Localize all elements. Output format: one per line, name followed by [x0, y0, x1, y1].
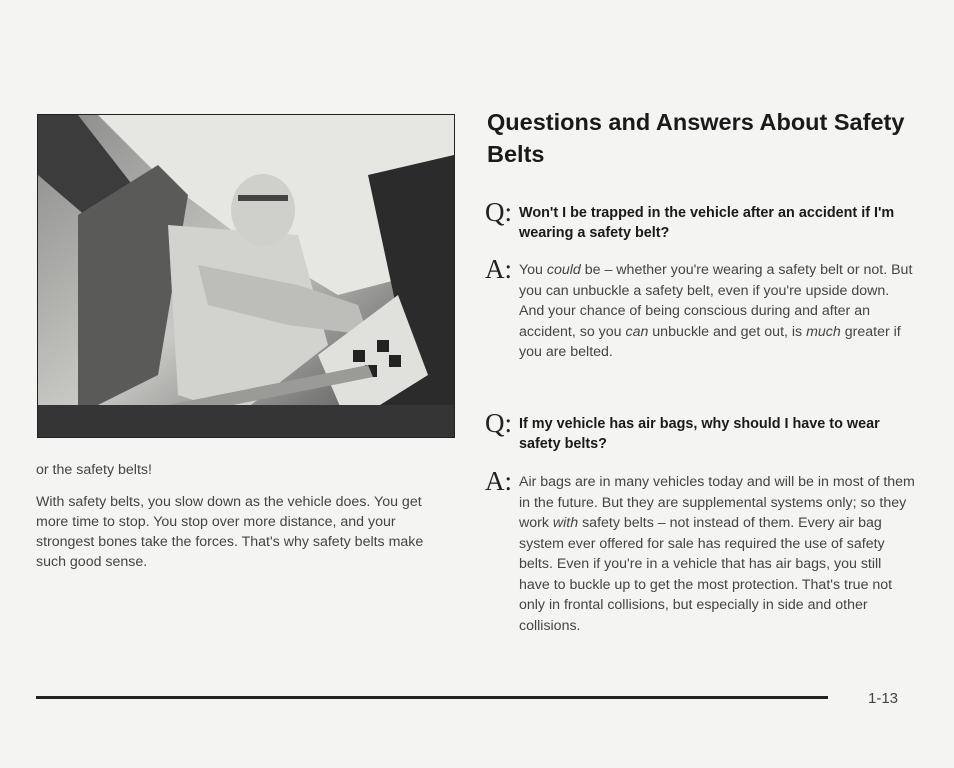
question-mark-label: Q: [485, 408, 512, 438]
answer-mark-label: A: [485, 466, 512, 496]
photo-caption: or the safety belts! [36, 462, 152, 478]
footer-rule [36, 696, 828, 699]
answer-text: Air bags are in many vehicles today and will be in most of them in the future. But they are supplemental systems only; so they work with safety belts – not instead of them. Every air bag system ever offered for sale has required the use of safety belts. Even if you're in a vehicle that has air bags, you still have to buckle up to get the most protection. That's true not only in frontal collisions, but especially in side and other collisions. [519, 474, 915, 634]
question-text: Won't I be trapped in the vehicle after an accident if I'm wearing a safety belt? [519, 205, 895, 241]
crash-test-dummy-illustration [38, 115, 454, 437]
intro-paragraph: With safety belts, you slow down as the vehicle does. You get more time to stop. You stop over more distance, and your strongest bones take the forces. That's why safety belts make such good sense. [36, 494, 424, 570]
answer-1 [485, 254, 915, 363]
answer-mark-label: A: [485, 254, 512, 284]
question-2 [485, 408, 915, 454]
crash-test-dummy-photo [37, 114, 455, 438]
question-1 [485, 197, 915, 243]
left-column [36, 460, 456, 584]
question-mark-label: Q: [485, 197, 512, 227]
section-title: Questions and Answers About Safety Belts [487, 109, 905, 167]
question-text: If my vehicle has air bags, why should I have to wear safety belts? [519, 416, 880, 452]
page-number: 1-13 [868, 690, 899, 707]
answer-text: You could be – whether you're wearing a safety belt or not. But you can unbuckle a safety belt, even if you're upside down. And your chance of being conscious during and after an accident, so you can unbuckle and get out, is much greater if you are belted. [519, 262, 913, 360]
answer-2 [485, 466, 915, 636]
